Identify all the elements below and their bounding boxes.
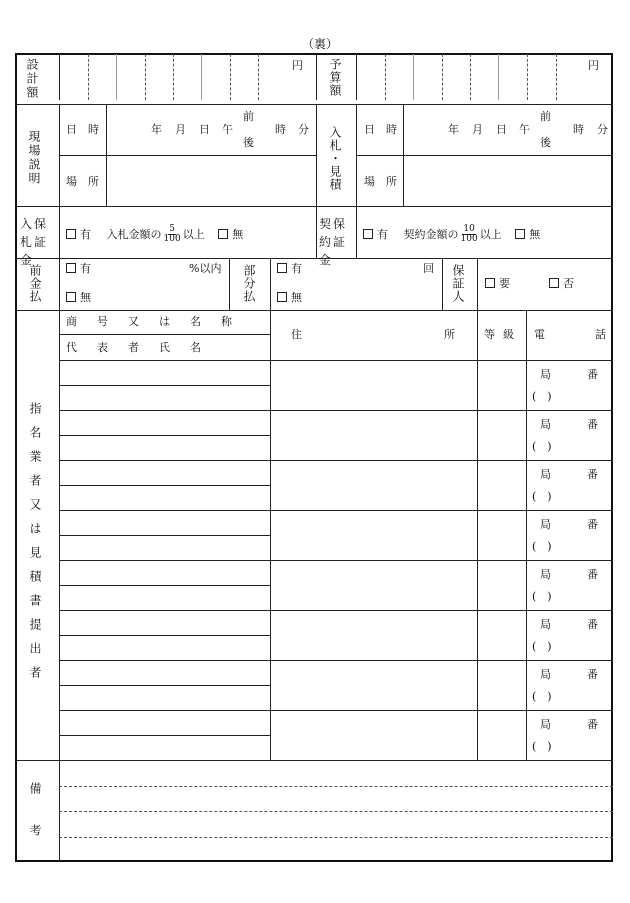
phone-paren: ( ) — [532, 590, 552, 603]
address-cell[interactable] — [271, 611, 476, 659]
phone-exchange: 局 — [540, 518, 551, 531]
advance-yes: 有 — [66, 263, 91, 274]
grade-cell[interactable] — [478, 361, 525, 409]
advance-percent: %以内 — [189, 262, 222, 275]
site-datetime-label: 日 時 — [66, 123, 99, 136]
company-name-cell[interactable] — [60, 361, 269, 384]
company-name-cell[interactable] — [60, 561, 269, 584]
address-cell[interactable] — [271, 561, 476, 609]
phone-exchange: 局 — [540, 368, 551, 381]
guarantor-not-required: 否 — [549, 278, 574, 289]
grade-cell[interactable] — [478, 661, 525, 709]
company-name-cell[interactable] — [60, 711, 269, 734]
phone-exchange: 局 — [540, 568, 551, 581]
phone-paren: ( ) — [532, 390, 552, 403]
advance-payment-label: 前金払 — [28, 264, 42, 303]
phone-exchange: 局 — [540, 718, 551, 731]
phone-number: 番 — [587, 468, 598, 481]
site-minute: 分 — [298, 123, 309, 136]
grade-cell[interactable] — [478, 561, 525, 609]
bid-deposit-fraction: $\frac{5}{100}$ — [163, 224, 181, 245]
grade-cell[interactable] — [478, 461, 525, 509]
bid-hour: 時 — [573, 123, 584, 136]
bid-year: 年 — [448, 123, 459, 136]
bid-deposit-no-checkbox[interactable] — [218, 229, 228, 239]
address-cell[interactable] — [271, 461, 476, 509]
representative-cell[interactable] — [60, 536, 269, 559]
budget-yen: 円 — [588, 59, 599, 72]
bid-deposit-text: 有 入札金額の $\frac{5}{100}$ 以上 無 — [66, 225, 243, 245]
bid-label: 入札・見積 — [328, 126, 342, 191]
address-cell[interactable] — [271, 711, 476, 759]
phone-number: 番 — [587, 718, 598, 731]
phone-paren: ( ) — [532, 690, 552, 703]
remarks-line — [59, 837, 613, 838]
phone-exchange: 局 — [540, 668, 551, 681]
bid-am: 前 — [540, 110, 551, 123]
designated-label: 指名業者又は見積書提出者 — [28, 402, 42, 690]
representative-cell[interactable] — [60, 686, 269, 709]
representative-cell[interactable] — [60, 486, 269, 509]
partial-payment-label: 部分払 — [242, 264, 256, 303]
phone-paren: ( ) — [532, 740, 552, 753]
grade-cell[interactable] — [478, 511, 525, 559]
grade-cell[interactable] — [478, 711, 525, 759]
bid-dow: 午 — [519, 123, 530, 136]
bid-month: 月 — [472, 123, 483, 136]
header-phone-1: 電 — [534, 328, 545, 341]
phone-exchange: 局 — [540, 468, 551, 481]
contract-deposit-no-checkbox[interactable] — [515, 229, 525, 239]
guarantor-not-required-checkbox[interactable] — [549, 278, 559, 288]
representative-cell[interactable] — [60, 586, 269, 609]
remarks-line — [59, 786, 613, 787]
bid-deposit-label: 入保札証金 — [20, 217, 49, 267]
contract-deposit-fraction: $\frac{10}{100}$ — [460, 224, 478, 245]
site-month: 月 — [175, 123, 186, 136]
guarantor-label: 保証人 — [451, 264, 465, 303]
phone-exchange: 局 — [540, 618, 551, 631]
company-name-cell[interactable] — [60, 511, 269, 534]
phone-paren: ( ) — [532, 490, 552, 503]
grade-cell[interactable] — [478, 611, 525, 659]
design-amount-label: 設計額 — [25, 58, 39, 100]
advance-yes-checkbox[interactable] — [66, 263, 76, 273]
phone-number: 番 — [587, 568, 598, 581]
phone-number: 番 — [587, 368, 598, 381]
bid-place-label: 場 所 — [364, 175, 397, 188]
header-grade: 等級 — [484, 328, 522, 341]
header-address-2: 所 — [444, 328, 455, 341]
header-phone-2: 話 — [595, 328, 606, 341]
site-hour: 時 — [275, 123, 286, 136]
representative-cell[interactable] — [60, 636, 269, 659]
contract-deposit-yes-checkbox[interactable] — [363, 229, 373, 239]
representative-cell[interactable] — [60, 736, 269, 759]
site-am: 前 — [243, 110, 254, 123]
site-dow: 午 — [222, 123, 233, 136]
phone-paren: ( ) — [532, 640, 552, 653]
address-cell[interactable] — [271, 511, 476, 559]
partial-yes-checkbox[interactable] — [277, 263, 287, 273]
contract-deposit-label: 契保約証金 — [319, 217, 348, 267]
contract-deposit-text: 有 契約金額の $\frac{10}{100}$ 以上 無 — [363, 225, 540, 245]
header-representative: 代表者氏名 — [66, 341, 221, 354]
site-day: 日 — [199, 123, 210, 136]
guarantor-required: 要 — [485, 278, 510, 289]
guarantor-required-checkbox[interactable] — [485, 278, 495, 288]
grade-cell[interactable] — [478, 411, 525, 459]
page-side-label: （裏） — [302, 37, 339, 51]
company-name-cell[interactable] — [60, 611, 269, 634]
advance-no-checkbox[interactable] — [66, 292, 76, 302]
phone-number: 番 — [587, 668, 598, 681]
company-name-cell[interactable] — [60, 411, 269, 434]
phone-number: 番 — [587, 518, 598, 531]
bid-datetime-label: 日 時 — [364, 123, 397, 136]
address-cell[interactable] — [271, 361, 476, 409]
remarks-label: 備考 — [28, 782, 42, 866]
phone-paren: ( ) — [532, 540, 552, 553]
partial-no: 無 — [277, 292, 302, 303]
phone-exchange: 局 — [540, 418, 551, 431]
budget-amount-label: 予算額 — [328, 58, 342, 97]
site-pm: 後 — [243, 136, 254, 149]
header-address-1: 住 — [291, 328, 302, 341]
site-briefing-label: 現場説明 — [27, 130, 41, 186]
header-company-name: 商号又は名称 — [66, 315, 252, 328]
bid-minute: 分 — [597, 123, 608, 136]
phone-paren: ( ) — [532, 440, 552, 453]
company-name-cell[interactable] — [60, 661, 269, 684]
company-name-cell[interactable] — [60, 461, 269, 484]
representative-cell[interactable] — [60, 436, 269, 459]
address-cell[interactable] — [271, 661, 476, 709]
address-cell[interactable] — [271, 411, 476, 459]
design-yen: 円 — [292, 59, 303, 72]
bid-pm: 後 — [540, 136, 551, 149]
partial-yes: 有 — [277, 263, 302, 274]
representative-cell[interactable] — [60, 386, 269, 409]
remarks-line — [59, 811, 613, 812]
bid-deposit-yes-checkbox[interactable] — [66, 229, 76, 239]
phone-number: 番 — [587, 618, 598, 631]
phone-number: 番 — [587, 418, 598, 431]
partial-no-checkbox[interactable] — [277, 292, 287, 302]
advance-no: 無 — [66, 292, 91, 303]
site-place-label: 場 所 — [66, 175, 99, 188]
site-year: 年 — [151, 123, 162, 136]
partial-times: 回 — [423, 262, 434, 275]
bid-day: 日 — [496, 123, 507, 136]
